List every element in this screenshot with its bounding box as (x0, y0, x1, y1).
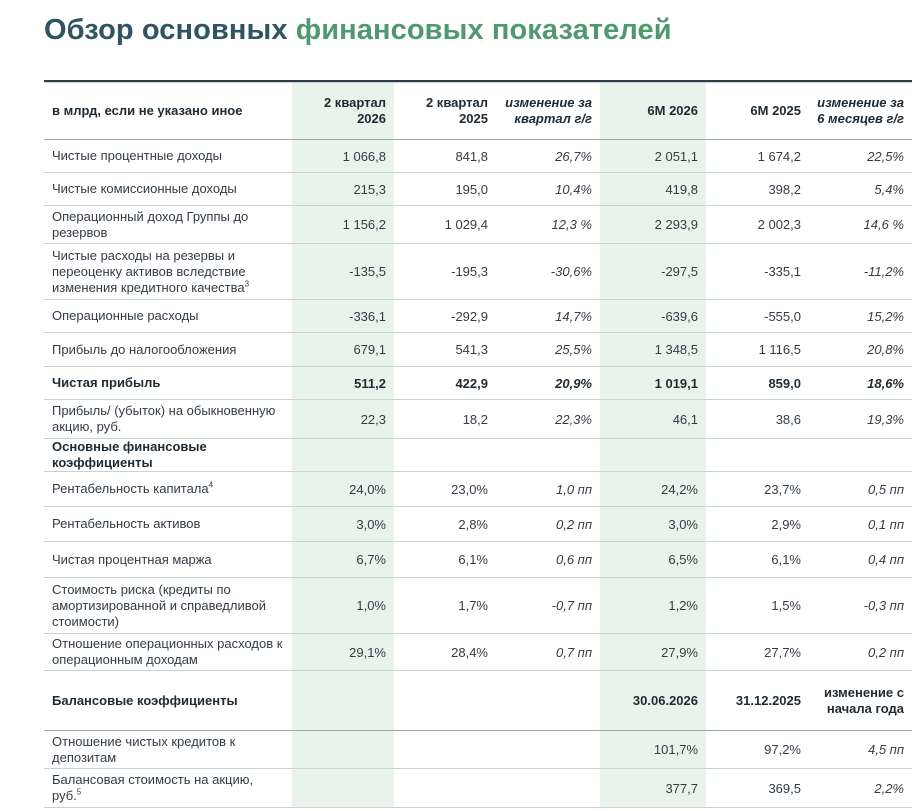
section-label-ratios: Основные финансовые коэффициенты (52, 439, 207, 470)
table-row: Чистые расходы на резервы и переоценку активов вследствие изменения кредитного качества$^3$ -135,5 -195,3 -30,6% -297,5 -335,1 -11,2% (44, 244, 912, 300)
table-row: Прибыль/ (убыток) на обыкновенную акцию, руб. 22,3 18,2 22,3% 46,1 38,6 19,3% (44, 400, 912, 439)
table-row: Отношение операционных расходов к операционным доходам 29,1% 28,4% 0,7 пп 27,9% 27,7% 0,2 пп (44, 634, 912, 671)
section-header-balance (44, 671, 912, 731)
table-row: Прибыль до налогообложения 679,1 541,3 25,5% 1 348,5 1 116,5 20,8% (44, 333, 912, 367)
table-row: Рентабельность активов 3,0% 2,8% 0,2 пп 3,0% 2,9% 0,1 пп (44, 507, 912, 542)
table-row: Операционный доход Группы до резервов 1 156,2 1 029,4 12,3 % 2 293,9 2 002,3 14,6 % (44, 206, 912, 244)
header-col-change-ytd: изменение с начала года (824, 684, 904, 716)
header-col-date-2026: 30.06.2026 (600, 671, 706, 731)
table-row: Чистые процентные доходы 1 066,8 841,8 26,7% 2 051,1 1 674,2 22,5% (44, 140, 912, 173)
header-col-change-6m: изменение за 6 месяцев г/г (817, 95, 904, 126)
header-col-q2-2026: 2 квартал 2026 (292, 83, 394, 140)
financial-indicators-table (44, 80, 912, 808)
table-row: Чистая процентная маржа 6,7% 6,1% 0,6 пп 6,5% 6,1% 0,4 пп (44, 542, 912, 578)
header-col-6m-2025: 6М 2025 (750, 103, 801, 118)
header-col-date-2025: 31.12.2025 (735, 692, 801, 708)
page-title: Обзор основных финансовых показателей (44, 14, 672, 46)
table-row: Операционные расходы -336,1 -292,9 14,7% -639,6 -555,0 15,2% (44, 300, 912, 333)
footnote-marker: 4 (208, 480, 214, 490)
footnote-marker: 5 (76, 787, 82, 797)
table-row: Отношение чистых кредитов к депозитам 101,7% 97,2% 4,5 пп (44, 731, 912, 769)
table-row: Рентабельность капитала$^4$ 24,0% 23,0% 1,0 пп 24,2% 23,7% 0,5 пп (44, 472, 912, 507)
table-header-row (44, 83, 912, 140)
footnote-marker: 3 (244, 279, 250, 289)
header-col-change-quarter: изменение за квартал г/г (505, 95, 592, 126)
table-row-net-profit: Чистая прибыль 511,2 422,9 20,9% 1 019,1 859,0 18,6% (44, 367, 912, 400)
table-row: Чистые комиссионные доходы 215,3 195,0 10,4% 419,8 398,2 5,4% (44, 173, 912, 206)
table-row: Балансовая стоимость на акцию, руб.$^5$ 377,7 369,5 2,2% (44, 769, 912, 808)
table-row: Стоимость риска (кредиты по амортизированной и справедливой стоимости) 1,0% 1,7% -0,7 пп 1,2% 1,5% -0,3 пп (44, 578, 912, 634)
header-col-q2-2025: 2 квартал 2025 (425, 95, 488, 126)
header-label: в млрд, если не указано иное (52, 103, 243, 118)
section-label-balance: Балансовые коэффициенты (52, 692, 238, 708)
header-col-6m-2026: 6М 2026 (600, 83, 706, 140)
page-title-accent: финансовых показателей (295, 14, 672, 46)
section-header-ratios (44, 439, 912, 472)
